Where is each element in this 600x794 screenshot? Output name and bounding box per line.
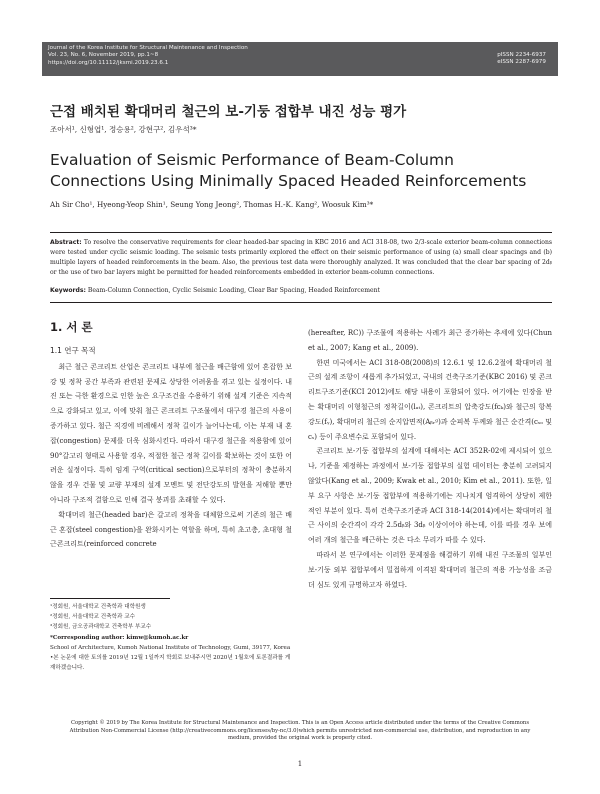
abstract-label: Abstract:	[50, 239, 82, 246]
section-title: 1. 서 론	[50, 320, 93, 334]
abstract-text: To resolve the conservative requirements for clear headed-bar spacing in KBC 2016 and ACI 318-08, two 2/3-scale exterior beam-column connections were tested under cyclic seismic loading. The seismic tests primarily explored the effect on their seismic performance of using (a) small clear spacings and (b) multiple layers of headed reinforcements in the beam. Also, the previous test data were thoroughly analyzed. It was concluded that the clear bar spacing of 2dᵦ or the use of two bar layers might be permitted for headed reinforcements embedded in exterior beam-column connections.	[50, 239, 553, 276]
paragraph: 확대머리 철근(headed bar)은 갈고리 정착을 대체함으로써 기존의 철근 배근 혼잡(steel congestion)을 완화시키는 역할을 하며, 특히 초고층, 초대형 철근콘크리트(reinforced concrete	[50, 510, 292, 549]
copyright-notice: Copyright © 2019 by The Korea Institute for Structural Maintenance and Inspection. This is an Open Access article distributed under the terms of the Creative Commons Attribution Non-Commercial License (http://creativecommons.org/licenses/by-nc/3.0)which permits unrestricted non-commercial use, distribution, and reproduction in any medium, provided the original work is properly cited.	[69, 720, 531, 742]
footnote-affiliation-3: ³정회원, 금오공과대학교 건축학부 부교수	[50, 624, 152, 631]
title-korean: 근접 배치된 확대머리 철근의 보-기둥 접합부 내진 성능 평가	[50, 104, 407, 120]
paragraph: 최근 철근 콘크리트 산업은 콘크리트 내부에 철근을 배근함에 있어 혼잡한 보강 및 정착 공간 부족과 관련된 문제로 상당한 어려움을 겪고 있는 실정이다. 내진 또는 극한 환경으로 인한 높은 요구조건을 수용하기 위해 설계 기준은 지속적으로 강화되고 있고, 이에 맞춰 철근 콘크리트 구조물에서 대구경 철근의 사용이 증가하고 있다. 철근 직경에 비례해서 정착 길이가 늘어나는데, 이는 부재 내 혼잡(congestion) 문제를 더욱 심화시킨다. 따라서 대구경 철근을 적용함에 있어 90°갈고리 형태로 사용할 경우, 적절한 철근 정착 길이를 확보하는 것이 또한 어려운 실정이다. 특히 임계 구역(critical section)으로부터의 정착이 충분하지 않을 경우 건물 및 교량 부재의 설계 모멘트 및 전단강도의 발현을 저해할 뿐만 아니라 구조적 결함으로 인해 결국 붕괴를 초래할 수 있다.	[50, 362, 292, 504]
right-column	[308, 326, 552, 592]
title-english: Evaluation of Seismic Performance of Beam-Column Connections Using Minimally Spaced Headed Reinforcements	[50, 151, 527, 190]
page-number: 1	[297, 760, 303, 768]
authors-english: Ah Sir Cho¹, Hyeong-Yeop Shin¹, Seung Yong Jeong², Thomas H.-K. Kang², Woosuk Kim³*	[50, 200, 374, 209]
doi-link[interactable]: https://doi.org/10.11112/jksmi.2019.23.6.1	[48, 59, 169, 66]
journal-name: Journal of the Korea Institute for Structural Maintenance and Inspection	[48, 45, 248, 51]
pissn: pISSN 2234-6937	[497, 52, 546, 58]
paragraph: (hereafter, RC)) 구조물에 적용하는 사례가 최근 증가하는 추세에 있다(Chun et al., 2007; Kang et al., 2009).	[308, 329, 552, 352]
author-address: School of Architecture, Kumoh National Institute of Technology, Gumi, 39177, Korea	[50, 644, 291, 651]
abstract-bottom-rule	[50, 302, 552, 303]
footnote-rule	[50, 598, 170, 599]
paragraph: 따라서 본 연구에서는 이러한 문제점을 해결하기 위해 내진 구조물의 일부인 보-기둥 외부 접합부에서 밀접하게 이격된 확대머리 철근의 적용 가능성을 조금 더 심도 있게 규명하고자 하였다.	[308, 550, 552, 589]
eissn: eISSN 2287-6979	[497, 59, 546, 66]
footnotes	[50, 602, 292, 673]
issn-block	[497, 52, 546, 67]
keywords-label: Keywords:	[50, 287, 86, 294]
abstract	[50, 238, 552, 278]
keywords-text: Beam-Column Connection, Cyclic Seismic Loading, Clear Bar Spacing, Headed Reinforcement	[87, 287, 380, 294]
journal-header-band	[42, 42, 558, 76]
keywords	[50, 287, 552, 294]
discussion-note: •본 논문에 대한 토의를 2019년 12월 1일까지 학회로 보내주시면 2020년 1월호에 토론결과를 게재하겠습니다.	[50, 655, 291, 672]
corresponding-author: *Corresponding author: kimw@kumoh.ac.kr	[50, 634, 189, 641]
abstract-top-rule	[50, 232, 552, 233]
authors-korean: 조아서¹, 신형엽¹, 정승용², 강현구², 김우석³*	[50, 125, 197, 134]
subsection-title: 1.1 연구 목적	[50, 346, 96, 355]
footnote-affiliation-2: ²정회원, 서울대학교 건축학과 교수	[50, 614, 136, 621]
footnote-affiliation-1: ¹정회원, 서울대학교 건축학과 대학원생	[50, 604, 146, 610]
left-column	[50, 320, 292, 552]
journal-volume: Vol. 23, No. 6, November 2019, pp.1~8	[48, 52, 159, 59]
paragraph: 콘크리트 보-기둥 접합부의 설계에 대해서는 ACI 352R-02에 제시되어 있으나, 기준을 제정하는 과정에서 보-기둥 접합부의 실험 데이터는 충분히 고려되지 않았다(Kang et al., 2009; Kwak et al., 2010; Kim et al., 2011). 또한, 일부 요구 사항은 보-기둥 접합부에 적용하기에는 지나치게 엄격하여 상당히 제한적인 부분이 있다. 특히 건축구조기준과 ACI 318-14(2014)에서는 확대머리 철근 사이의 순간격이 각각 2.5dᵦ와 3dᵦ 이상이어야 하는데, 이를 따를 경우 보에 여러 개의 철근을 배근하는 것은 다소 무리가 따를 수 있다.	[308, 447, 552, 545]
paragraph: 한편 미국에서는 ACI 318-08(2008)의 12.6.1 및 12.6.2절에 확대머리 철근의 설계 조항이 새롭게 추가되었고, 국내의 건축구조기준(KBC 2016) 및 콘크리트구조기준(KCI 2012)에도 해당 내용이 포함되어 있다. 여기에는 인장을 받는 확대머리 이형철근의 정착길이(lₐₜ), 콘크리트의 압축강도(fᴄₖ)와 철근의 항복강도(fᵧ), 확대머리 철근의 순지압면적(Aᵦᵣᵍ)과 순피복 두께와 철근 순간격(cₛₒ 및 cₛ) 등이 주요변수로 포함되어 있다.	[308, 358, 552, 441]
